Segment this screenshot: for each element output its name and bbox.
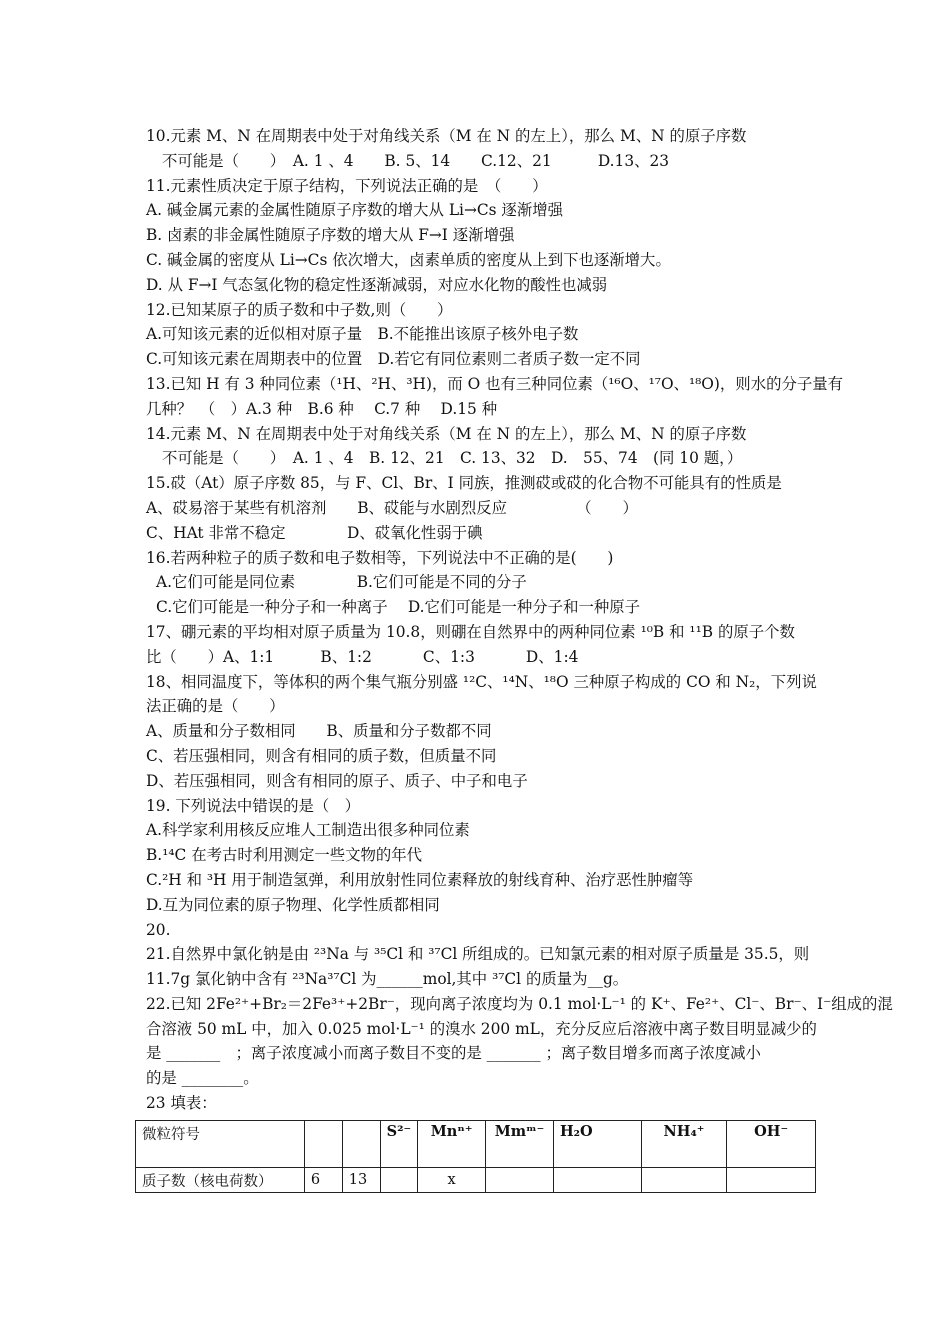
table-cell: H₂O [553, 1121, 641, 1168]
text-line: B. 卤素的非金属性随原子序数的增大从 F→I 逐渐增强 [146, 226, 515, 245]
table-row [136, 1121, 816, 1168]
text-line: 12.已知某原子的质子数和中子数,则（ ） [146, 300, 453, 319]
text-line: 18、相同温度下，等体积的两个集气瓶分别盛 ¹²C、¹⁴N、¹⁸O 三种原子构成的 CO 和 N₂，下列说 [146, 672, 817, 691]
text-line: D. 从 F→I 气态氢化物的稳定性逐渐减弱，对应水化物的酸性也减弱 [146, 275, 608, 294]
question-text-block [146, 124, 893, 1116]
text-line: A、质量和分子数相同 B、质量和分子数都不同 [146, 722, 492, 741]
table-cell: NH₄⁺ [641, 1121, 727, 1168]
table-header-cell: 微粒符号 [136, 1121, 305, 1168]
text-line: 22.已知 2Fe²⁺+Br₂＝2Fe³⁺+2Br⁻，现向离子浓度均为 0.1 mol·L⁻¹ 的 K⁺、Fe²⁺、Cl⁻、Br⁻、I⁻组成的混 [146, 994, 893, 1013]
text-line: C. 碱金属的密度从 Li→Cs 依次增大，卤素单质的密度从上到下也逐渐增大。 [146, 250, 671, 269]
table-cell: x [418, 1168, 486, 1193]
table-row [136, 1168, 816, 1193]
text-line: C.可知该元素在周期表中的位置 D.若它有同位素则二者质子数一定不同 [146, 350, 641, 369]
text-line: 11.7g 氯化钠中含有 ²³Na³⁷Cl 为______mol,其中 ³⁷Cl 的质量为__g。 [146, 970, 629, 989]
table-cell: 13 [342, 1168, 380, 1193]
text-line: 16.若两种粒子的质子数和电子数相等，下列说法中不正确的是( ) [146, 548, 614, 567]
table-cell: S²⁻ [380, 1121, 417, 1168]
table-cell [486, 1168, 554, 1193]
table-cell [342, 1121, 380, 1168]
text-line: 15.砹（At）原子序数 85，与 F、Cl、Br、I 同族，推测砹或砹的化合物不可能具有的性质是 [146, 474, 782, 493]
table-cell: Mnⁿ⁺ [418, 1121, 486, 1168]
text-line: D.互为同位素的原子物理、化学性质都相同 [146, 895, 440, 914]
text-line: 17、硼元素的平均相对原子质量为 10.8，则硼在自然界中的两种同位素 ¹⁰B 和 ¹¹B 的原子个数 [146, 622, 795, 641]
particle-table [135, 1120, 816, 1193]
text-line: 是 _______ ；离子浓度减小而离子数目不变的是 _______ ；离子数目增多而离子浓度减小 [146, 1044, 761, 1063]
table-header-cell: 质子数（核电荷数） [136, 1168, 305, 1193]
text-line: 19. 下列说法中错误的是（ ） [146, 796, 361, 815]
table-cell [727, 1168, 816, 1193]
text-line: 23 填表： [146, 1094, 217, 1113]
text-line: 13.已知 H 有 3 种同位素（¹H、²H、³H)，而 O 也有三种同位素（¹⁶O、¹⁷O、¹⁸O)，则水的分子量有 [146, 374, 844, 393]
text-line: A、砹易溶于某些有机溶剂 B、砹能与水剧烈反应 （ ） [146, 498, 638, 517]
text-line: 合溶液 50 mL 中，加入 0.025 mol·L⁻¹ 的溴水 200 mL，充分反应后溶液中离子数目明显减少的 [146, 1019, 817, 1038]
text-line: 比（ ）A、1:1 B、1:2 C、1:3 D、1:4 [146, 647, 579, 666]
text-line: C.²H 和 ³H 用于制造氢弹，利用放射性同位素释放的射线育种、治疗恶性肿瘤等 [146, 870, 694, 889]
text-line: A.它们可能是同位素 B.它们可能是不同的分子 [156, 573, 527, 592]
text-line: C.它们可能是一种分子和一种离子 D.它们可能是一种分子和一种原子 [156, 598, 641, 617]
text-line: A.科学家利用核反应堆人工制造出很多种同位素 [146, 821, 470, 840]
text-line: 几种？ （ ）A.3 种 B.6 种 C.7 种 D.15 种 [146, 399, 498, 418]
text-line: 的是 ________。 [146, 1069, 259, 1088]
text-line: 20. [146, 920, 171, 939]
text-line: B.¹⁴C 在考古时利用测定一些文物的年代 [146, 846, 423, 865]
table-cell: OH⁻ [727, 1121, 816, 1168]
table-cell [553, 1168, 641, 1193]
table-cell [380, 1168, 417, 1193]
text-line: 不可能是（ ） A. 1 、4 B. 12、21 C. 13、32 D. 55、74 (同 10 题，） [162, 449, 743, 468]
text-line: C、HAt 非常不稳定 D、砹氧化性弱于碘 [146, 523, 483, 542]
text-line: 不可能是（ ） A. 1 、4 B. 5、14 C.12、21 D.13、23 [162, 151, 670, 170]
text-line: A.可知该元素的近似相对原子量 B.不能推出该原子核外电子数 [146, 325, 579, 344]
table-cell: Mmᵐ⁻ [486, 1121, 554, 1168]
text-line: C、若压强相同，则含有相同的质子数，但质量不同 [146, 746, 497, 765]
text-line: 法正确的是（ ） [146, 697, 285, 716]
table-cell: 6 [304, 1168, 342, 1193]
text-line: A. 碱金属元素的金属性随原子序数的增大从 Li→Cs 逐渐增强 [146, 201, 563, 220]
text-line: 11.元素性质决定于原子结构，下列说法正确的是 （ ） [146, 176, 548, 195]
table-cell [304, 1121, 342, 1168]
text-line: 21.自然界中氯化钠是由 ²³Na 与 ³⁵Cl 和 ³⁷Cl 所组成的。已知氯元素的相对原子质量是 35.5，则 [146, 945, 810, 964]
text-line: D、若压强相同，则含有相同的原子、质子、中子和电子 [146, 771, 528, 790]
text-line: 14.元素 M、N 在周期表中处于对角线关系（M 在 N 的左上），那么 M、N 的原子序数 [146, 424, 747, 443]
text-line: 10.元素 M、N 在周期表中处于对角线关系（M 在 N 的左上），那么 M、N 的原子序数 [146, 127, 747, 145]
table-cell [641, 1168, 727, 1193]
